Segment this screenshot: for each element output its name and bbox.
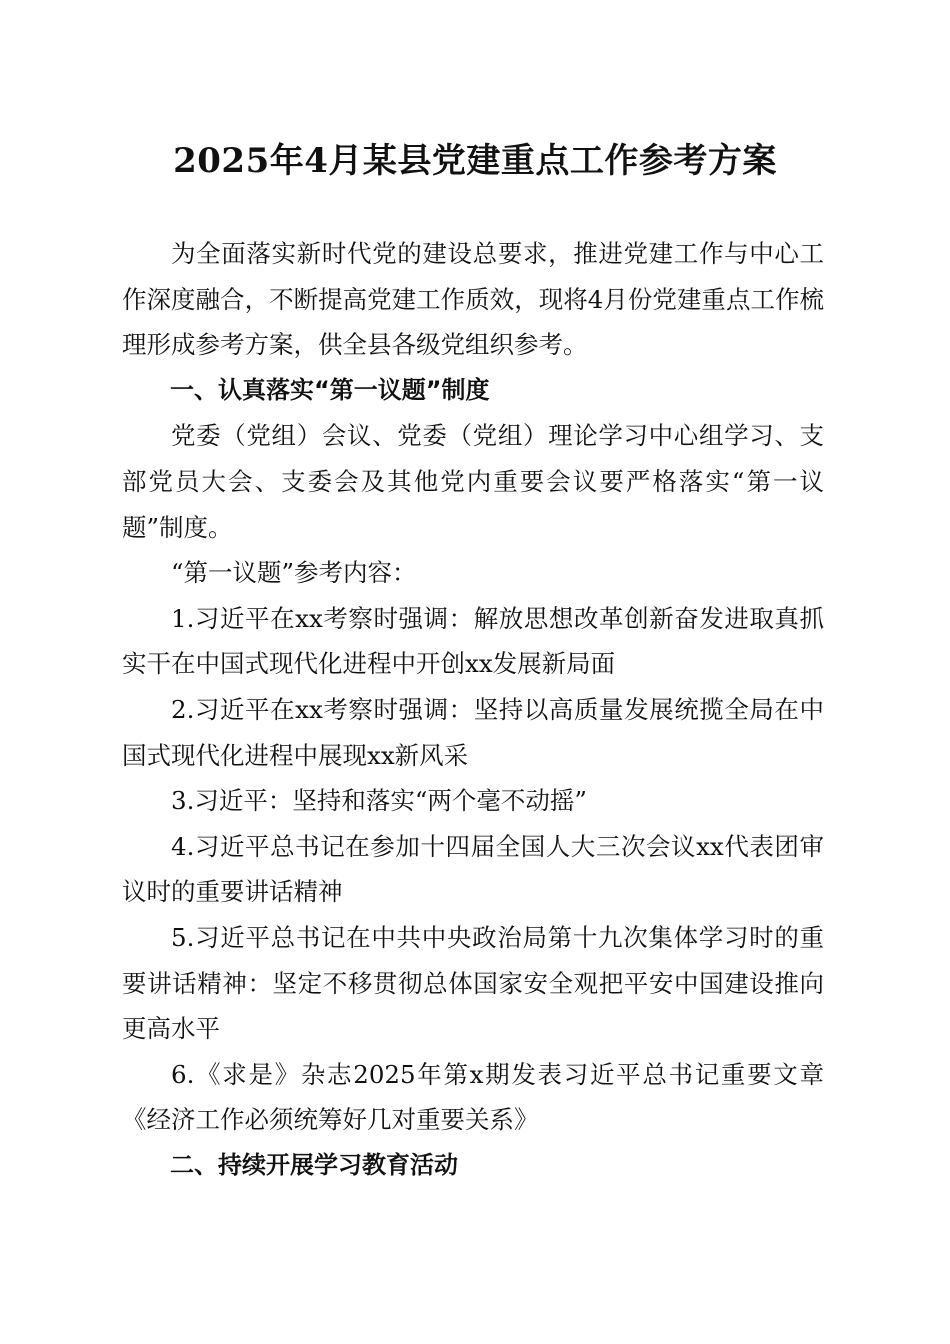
section-heading-2: 二、持续开展学习教育活动 bbox=[170, 1150, 458, 1179]
list-item: 2.习近平在xx考察时强调：坚持以高质量发展统揽全局在中国式现代化进程中展现xx新风采 bbox=[122, 694, 824, 770]
list-item: 1.习近平在xx考察时强调：解放思想改革创新奋发进取真抓实干在中国式现代化进程中开创xx发展新局面 bbox=[122, 603, 824, 679]
list-item: 4.习近平总书记在参加十四届全国人大三次会议xx代表团审议时的重要讲话精神 bbox=[122, 831, 824, 907]
intro-paragraph: 为全面落实新时代党的建设总要求，推进党建工作与中心工作深度融合，不断提高党建工作质效，现将4月份党建重点工作梳理形成参考方案，供全县各级党组织参考。 bbox=[122, 239, 824, 360]
section1-paragraph: 党委（党组）会议、党委（党组）理论学习中心组学习、支部党员大会、支委会及其他党内重要会议要严格落实“第一议题”制度。 bbox=[122, 421, 824, 542]
section-heading-1: 一、认真落实“第一议题”制度 bbox=[170, 375, 490, 404]
document-title: 2025年4月某县党建重点工作参考方案 bbox=[173, 141, 777, 181]
document-body bbox=[122, 231, 824, 1188]
list-item: 6.《求是》杂志2025年第x期发表习近平总书记重要文章《经济工作必须统筹好几对重要关系》 bbox=[122, 1059, 824, 1135]
list-item: 3.习近平：坚持和落实“两个毫不动摇” bbox=[171, 786, 587, 816]
section1-list-intro: “第一议题”参考内容： bbox=[171, 558, 417, 588]
list-item: 5.习近平总书记在中共中央政治局第十九次集体学习时的重要讲话精神：坚定不移贯彻总体国家安全观把平安中国建设推向更高水平 bbox=[122, 922, 824, 1044]
